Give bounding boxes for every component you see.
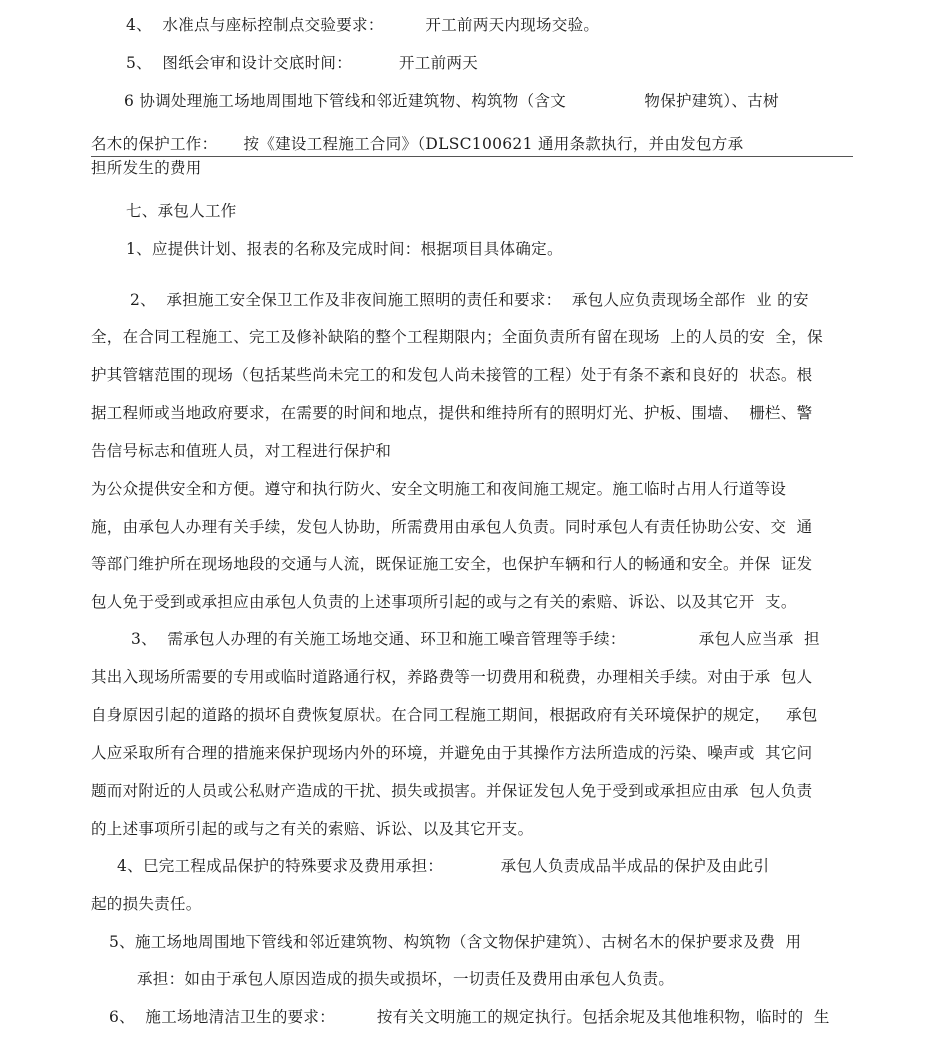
horizontal-rule <box>91 156 853 157</box>
text-line-14: 施，由承包人办理有关手续，发包人协助，所需费用由承包人负责。同时承包人有责任协助公安、交 通 <box>91 518 813 536</box>
text-line-1: 4、 水准点与座标控制点交验要求： 开工前两天内现场交验。 <box>126 16 600 34</box>
text-line-5: 担所发生的费用 <box>91 159 202 177</box>
text-line-9: 全，在合同工程施工、完工及修补缺陷的整个工程期限内；全面负责所有留在现场 上的人员的安 全，保 <box>91 328 823 346</box>
text-line-22: 的上述事项所引起的或与之有关的索赔、诉讼、以及其它开支。 <box>91 820 534 838</box>
text-line-11: 据工程师或当地政府要求，在需要的时间和地点，提供和维持所有的照明灯光、护板、围墙、 栅栏、警 <box>91 404 813 422</box>
section-heading: 七、承包人工作 <box>126 202 237 220</box>
text-line-21: 题而对附近的人员或公私财产造成的干扰、损失或损害。并保证发包人免于受到或承担应由承 包人负责 <box>91 782 813 800</box>
text-line-2: 5、 图纸会审和设计交底时间： 开工前两天 <box>126 54 479 72</box>
text-line-13: 为公众提供安全和方便。遵守和执行防火、安全文明施工和夜间施工规定。施工临时占用人行道等设 <box>91 480 787 498</box>
text-line-16: 包人免于受到或承担应由承包人负责的上述事项所引起的或与之有关的索赔、诉讼、以及其它开 支。 <box>91 593 797 611</box>
text-line-4: 名木的保护工作： 按《建设工程施工合同》（DLSC100621 通用条款执行，并由发包方承 <box>91 135 744 153</box>
text-line-26: 承担：如由于承包人原因造成的损失或损坏，一切责任及费用由承包人负责。 <box>137 970 675 988</box>
text-line-17: 3、 需承包人办理的有关施工场地交通、环卫和施工噪音管理等手续： 承包人应当承 担 <box>131 630 820 648</box>
text-line-15: 等部门维护所在现场地段的交通与人流，既保证施工安全，也保护车辆和行人的畅通和安全。并保 证发 <box>91 555 813 573</box>
text-line-12: 告信号标志和值班人员，对工程进行保护和 <box>91 442 392 460</box>
text-line-25: 5、施工场地周围地下管线和邻近建筑物、构筑物（含文物保护建筑）、古树名木的保护要求及费 用 <box>109 933 802 951</box>
text-line-7: 1、应提供计划、报表的名称及完成时间：根据项目具体确定。 <box>126 240 563 258</box>
text-line-23: 4、巳完工程成品保护的特殊要求及费用承担： 承包人负责成品半成品的保护及由此引 <box>117 857 770 875</box>
text-line-27: 6、 施工场地清洁卫生的要求： 按有关文明施工的规定执行。包括余坭及其他堆积物，临时的 生 <box>109 1008 830 1026</box>
text-line-20: 人应采取所有合理的措施来保护现场内外的环境，并避免由于其操作方法所造成的污染、噪声或 其它问 <box>91 744 813 762</box>
text-line-3: 6 协调处理施工场地周围地下管线和邻近建筑物、构筑物（含文 物保护建筑）、古树 <box>124 92 779 110</box>
text-line-24: 起的损失责任。 <box>91 895 202 913</box>
text-line-19: 自身原因引起的道路的损坏自费恢复原状。在合同工程施工期间，根据政府有关环境保护的规定， 承包 <box>91 706 818 724</box>
text-line-18: 其出入现场所需要的专用或临时道路通行权，养路费等一切费用和税费，办理相关手续。对由于承 包人 <box>91 668 813 686</box>
text-line-10: 护其管辖范围的现场（包括某些尚未完工的和发包人尚未接管的工程）处于有条不紊和良好的 状态。根 <box>91 366 813 384</box>
text-line-8: 2、 承担施工安全保卫工作及非夜间施工照明的责任和要求： 承包人应负责现场全部作 业 的安 <box>130 291 809 309</box>
